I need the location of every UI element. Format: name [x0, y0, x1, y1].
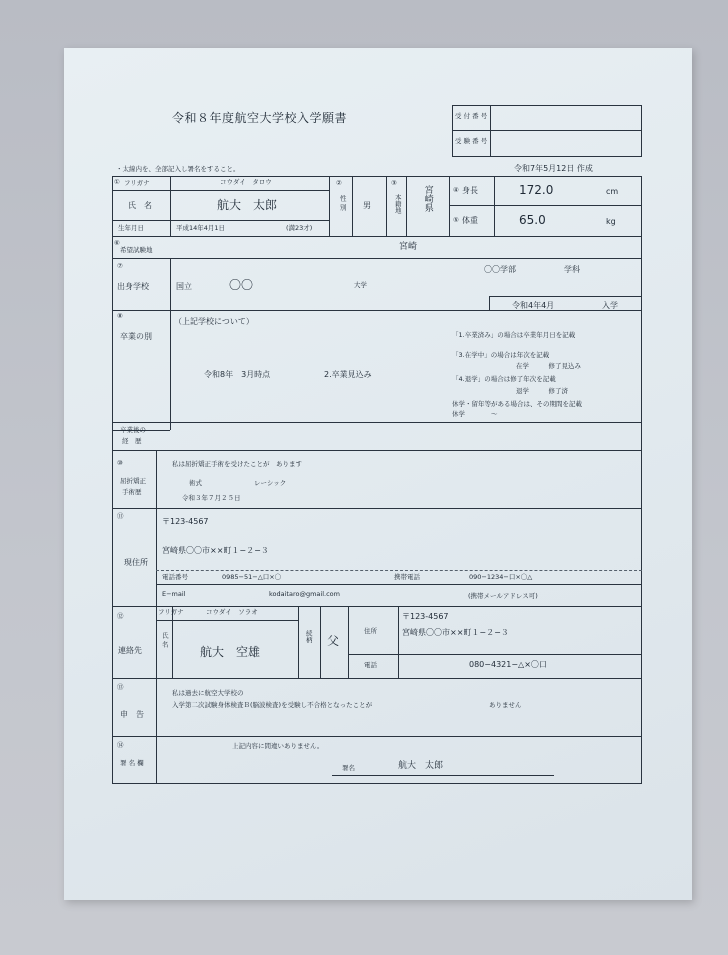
refractive-label-1: 屈折矯正 [120, 477, 146, 485]
height-label: 身長 [462, 186, 478, 195]
department-label: 学科 [564, 265, 580, 274]
section-4-number: ④ [453, 186, 459, 194]
email-note: (携帯メールアドレス可) [468, 592, 538, 600]
admission-date: 令和4年4月 [512, 301, 555, 310]
admission-label: 入学 [602, 301, 618, 310]
note-graduated: 「1.卒業済み」の場合は卒業年月日を記載 [452, 331, 576, 339]
declaration-line-2: 入学第二次試験身体検査Ｂ(脳波検査)を受験し不合格となったことが [172, 701, 373, 709]
note-enrolled: 「3.在学中」の場合は年次を記載 [452, 351, 550, 359]
form-title: 令和８年度航空大学校入学願書 [172, 111, 348, 125]
daigaku-label: 大学 [354, 281, 367, 289]
mobile-value: 090−1234−口×〇△ [469, 573, 533, 581]
surgery-method: レーシック [254, 479, 287, 487]
birthdate-label: 生年月日 [118, 224, 144, 232]
mobile-label: 携帯電話 [394, 573, 420, 581]
furigana-label: フリガナ [124, 179, 150, 187]
section-7-number: ⑦ [117, 262, 123, 270]
relation-label: 続柄 [304, 630, 313, 643]
section-5-number: ⑤ [453, 216, 459, 224]
contact-address: 宮崎県〇〇市××町１−２−３ [402, 628, 509, 637]
instruction-text: ・太線内を、全部記入し署名をすること。 [116, 165, 240, 173]
school-type: 国立 [176, 282, 192, 291]
section-1-number: ① [114, 178, 120, 186]
note-withdrawn: 「4.退学」の場合は修了年次を記載 [452, 375, 556, 383]
section-13-number: ⑬ [117, 683, 124, 691]
current-address: 宮崎県〇〇市××町１−２−３ [162, 546, 269, 555]
created-date: 令和7年5月12日 作成 [514, 164, 593, 173]
contact-phone-label: 電話 [364, 661, 377, 669]
note-withdrawn-fill: 退学 修了済 [516, 387, 568, 395]
contact-address-label: 住所 [364, 627, 377, 635]
contact-name-label: 氏 名 [160, 632, 169, 648]
height-value: 172.0 [519, 183, 554, 197]
birthdate-value: 平成14年4月1日 [176, 224, 226, 232]
applicant-name: 航大 太郎 [217, 198, 278, 212]
weight-unit: kg [606, 217, 616, 226]
section-12-number: ⑫ [117, 612, 124, 620]
sex-value: 男 [363, 201, 371, 210]
declaration-line-1: 私は過去に航空大学校の [172, 689, 244, 697]
contact-name: 航大 空雄 [200, 645, 261, 659]
section-3-number: ③ [391, 179, 397, 187]
relation-value: 父 [327, 634, 340, 648]
honseki-value: 宮崎県 [422, 185, 433, 212]
contact-phone: 080−4321−△×〇口 [469, 660, 547, 669]
refractive-label-2: 手術歴 [122, 488, 142, 496]
graduation-status-value: 2.卒業見込み [324, 370, 372, 379]
signature-field-label: 署名 [342, 764, 355, 772]
note-enrolled-fill: 在学 修了見込み [516, 362, 581, 370]
weight-label: 体重 [462, 216, 478, 225]
note-leave: 休学・留年等がある場合は、その期間を記載 [452, 400, 582, 408]
school-label: 出身学校 [117, 282, 149, 291]
receipt-number-label: 受 付 番 号 [455, 112, 488, 120]
contact-postal: 〒123-4567 [402, 612, 449, 621]
contact-furigana: コウダイ ソラオ [206, 608, 258, 616]
age-value: (満23才) [286, 224, 313, 232]
refractive-statement: 私は屈折矯正手術を受けたことが あります [172, 460, 302, 468]
faculty-name: 〇〇学部 [484, 265, 516, 274]
section-2-number: ② [336, 179, 342, 187]
current-address-label: 現住所 [124, 558, 148, 567]
graduation-timing: 令和8年 3月時点 [204, 370, 271, 379]
career-label-2: 経 歴 [122, 437, 142, 445]
phone-value: 0985−51−△口×〇 [222, 573, 282, 581]
sex-label: 性 別 [338, 195, 347, 211]
signature-value: 航大 太郎 [398, 761, 444, 771]
graduation-status-label: 卒業の別 [120, 332, 152, 341]
career-label-1: 卒業後の [120, 426, 146, 434]
contact-label: 連絡先 [118, 646, 142, 655]
application-form-paper [64, 48, 692, 900]
email-label: E−mail [162, 590, 186, 598]
height-unit: cm [606, 187, 619, 196]
section-10-number: ⑩ [117, 459, 123, 467]
exam-location-value: 宮崎 [399, 242, 418, 252]
section-8-number: ⑧ [117, 312, 123, 320]
furigana-value: コウダイ タロウ [220, 178, 272, 186]
school-name: 〇〇 [229, 278, 254, 292]
name-label: 氏 名 [128, 201, 152, 210]
note-leave-fill: 休学 ～ [452, 410, 498, 418]
exam-location-label: 希望試験地 [120, 246, 153, 254]
weight-value: 65.0 [519, 213, 546, 227]
exam-number-label: 受 験 番 号 [455, 137, 488, 145]
graduation-intro: （上記学校について） [174, 317, 254, 326]
surgery-method-label: 術式 [189, 479, 202, 487]
postal-code: 〒123-4567 [162, 517, 209, 526]
contact-furigana-label: フリガナ [158, 608, 184, 616]
section-6-number: ⑥ [114, 239, 120, 247]
phone-label: 電話番号 [162, 573, 188, 581]
confirmation-statement: 上記内容に間違いありません。 [232, 742, 324, 750]
surgery-date: 令和３年７月２５日 [182, 494, 241, 502]
declaration-answer: ありません [489, 701, 522, 709]
declaration-label: 申 告 [120, 710, 144, 719]
honseki-label: 本籍地 [393, 194, 402, 214]
signature-label: 署 名 欄 [120, 759, 144, 767]
section-14-number: ⑭ [117, 741, 124, 749]
email-value: kodaitaro@gmail.com [269, 590, 340, 598]
section-11-number: ⑪ [117, 512, 124, 520]
